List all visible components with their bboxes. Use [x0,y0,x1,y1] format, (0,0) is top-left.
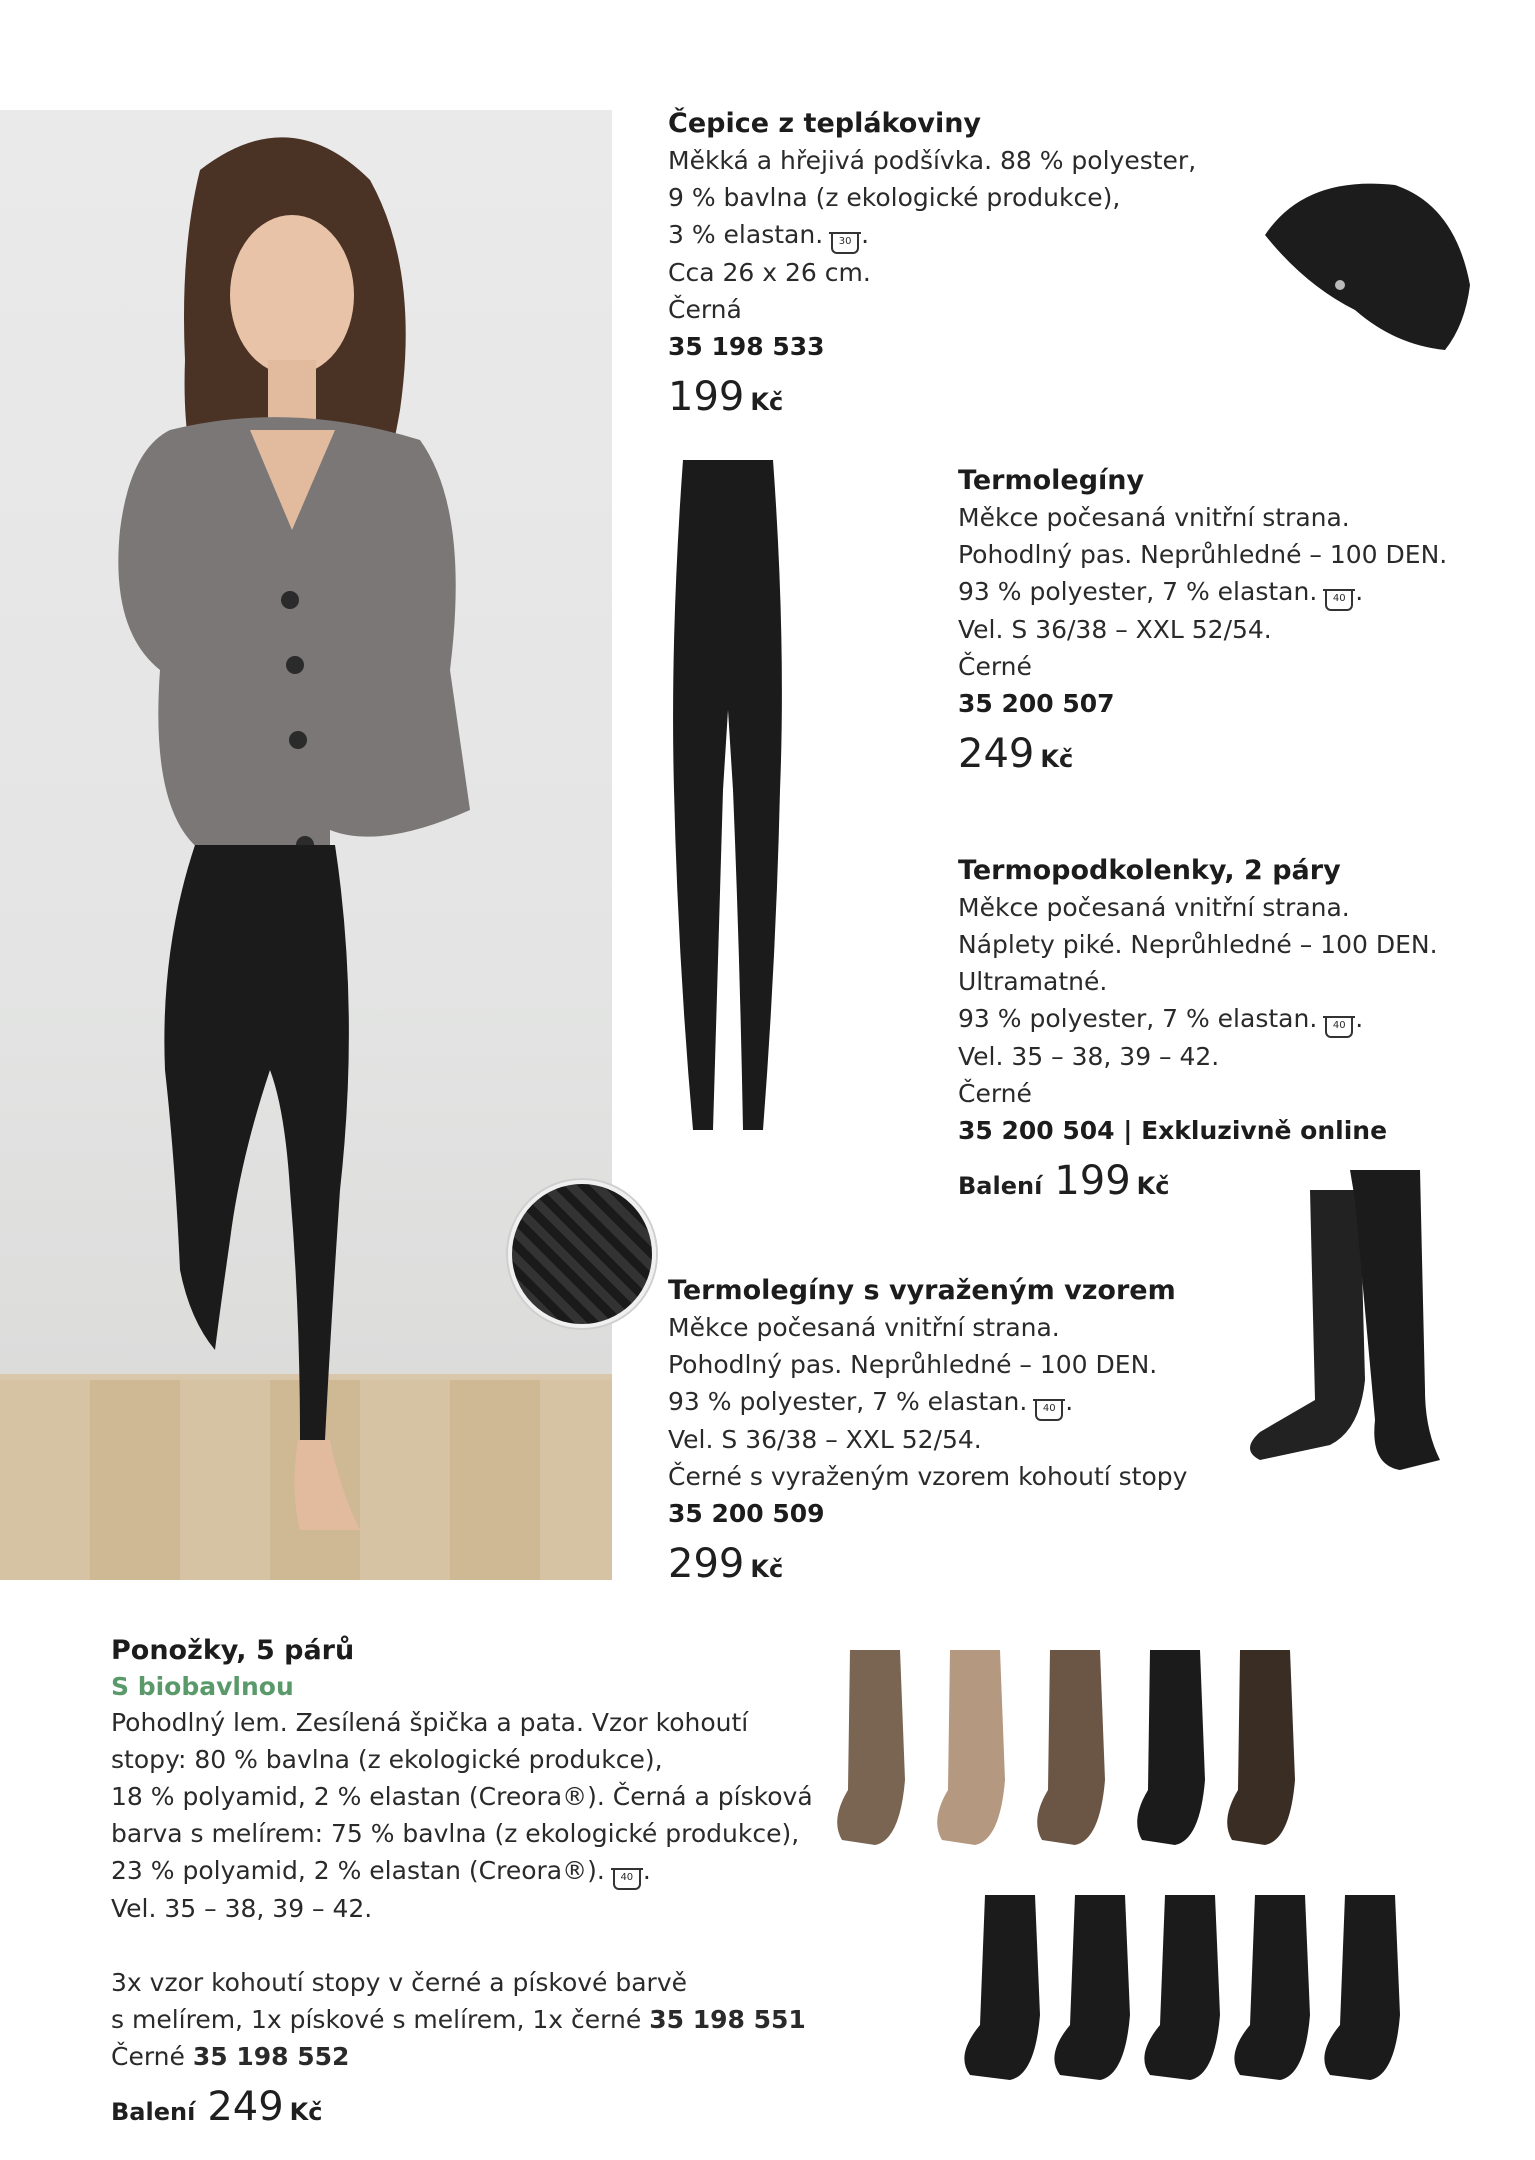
product-patterned-leggings [668,1272,1187,1588]
beanie-image [1245,175,1475,355]
product-desc-line: Ultramatné. [958,967,1108,996]
product-thermo-knee-socks [958,852,1438,1205]
product-price: Balení 249 Kč [111,2084,323,2130]
product-title: Ponožky, 5 párů [111,1635,355,1666]
wash-40-icon: 40 [1035,1401,1063,1421]
product-thermo-leggings [958,462,1447,778]
variant-line: 3x vzor kohoutí stopy v černé a pískové barvě [111,1968,688,1997]
product-desc-line: stopy: 80 % bavlna (z ekologické produkce), [111,1745,663,1774]
wash-30-icon: 30 [831,234,859,254]
product-desc-line: Vel. 35 – 38, 39 – 42. [111,1894,373,1923]
knee-socks-image [1240,1170,1500,1485]
wash-40-icon: 40 [1325,591,1353,611]
product-desc-line: Vel. S 36/38 – XXL 52/54. [668,1425,982,1454]
product-title: Termolegíny s vyraženým vzorem [668,1275,1176,1306]
product-desc-line: barva s melírem: 75 % bavlna (z ekologické produkce), [111,1819,800,1848]
product-subtitle: S biobavlnou [111,1672,294,1701]
product-desc-line: Černá [668,295,742,324]
product-code: 35 198 551 [649,2005,806,2034]
wash-40-icon: 40 [1325,1018,1353,1038]
product-desc-line: Černé s vyraženým vzorem kohoutí stopy [668,1462,1188,1491]
socks-row-bottom-image [945,1895,1425,2085]
product-desc-line: 18 % polyamid, 2 % elastan (Creora®). Černá a písková [111,1782,813,1811]
pattern-swatch [508,1180,656,1328]
product-desc-line: Černé [958,1079,1032,1108]
product-desc-line: Měkce počesaná vnitřní strana. [668,1313,1060,1342]
product-desc-line: Pohodlný lem. Zesílená špička a pata. Vzor kohoutí [111,1708,749,1737]
product-code: 35 200 509 [668,1499,825,1528]
product-material-line: 23 % polyamid, 2 % elastan (Creora®). 40 . [111,1852,813,1890]
product-material-line: 3 % elastan. 30 . [668,216,1196,254]
product-price: 299 Kč [668,1541,784,1587]
product-desc-line: Cca 26 x 26 cm. [668,258,871,287]
product-desc-line: Vel. 35 – 38, 39 – 42. [958,1042,1220,1071]
product-price: 249 Kč [958,731,1074,777]
product-title: Termolegíny [958,465,1145,496]
product-desc-line: Vel. S 36/38 – XXL 52/54. [958,615,1272,644]
model-figure [0,110,612,1580]
product-socks-5-pack [111,1632,813,2131]
product-title: Termopodkolenky, 2 páry [958,855,1341,886]
product-desc-line: Náplety piké. Neprůhledné – 100 DEN. [958,930,1438,959]
variant-line: Černé 35 198 552 [111,2042,350,2071]
model-photo [0,110,612,1580]
product-code: 35 200 507 [958,689,1115,718]
product-beanie [668,105,1196,421]
product-desc-line: 9 % bavlna (z ekologické produkce), [668,183,1121,212]
socks-row-top-image [830,1650,1310,1850]
product-material-line: 93 % polyester, 7 % elastan. 40 . [958,1000,1438,1038]
product-desc-line: Pohodlný pas. Neprůhledné – 100 DEN. [668,1350,1158,1379]
product-code: 35 200 504 | Exkluzivně online [958,1116,1388,1145]
product-title: Čepice z teplákoviny [668,108,982,139]
product-desc-line: Pohodlný pas. Neprůhledné – 100 DEN. [958,540,1448,569]
product-desc-line: Měkká a hřejivá podšívka. 88 % polyester, [668,146,1197,175]
product-code: 35 198 552 [192,2042,350,2071]
product-desc-line: Měkce počesaná vnitřní strana. [958,893,1350,922]
variant-line: s melírem, 1x pískové s melírem, 1x černé 35 198 551 [111,2005,806,2034]
product-desc-line: Černé [958,652,1032,681]
product-code: 35 198 533 [668,332,825,361]
leggings-image [668,460,788,1140]
product-desc-line: Měkce počesaná vnitřní strana. [958,503,1350,532]
product-material-line: 93 % polyester, 7 % elastan. 40 . [668,1383,1187,1421]
wash-40-icon: 40 [613,1870,641,1890]
product-material-line: 93 % polyester, 7 % elastan. 40 . [958,573,1447,611]
product-price: Balení 199 Kč [958,1158,1170,1204]
product-price: 199 Kč [668,374,784,420]
